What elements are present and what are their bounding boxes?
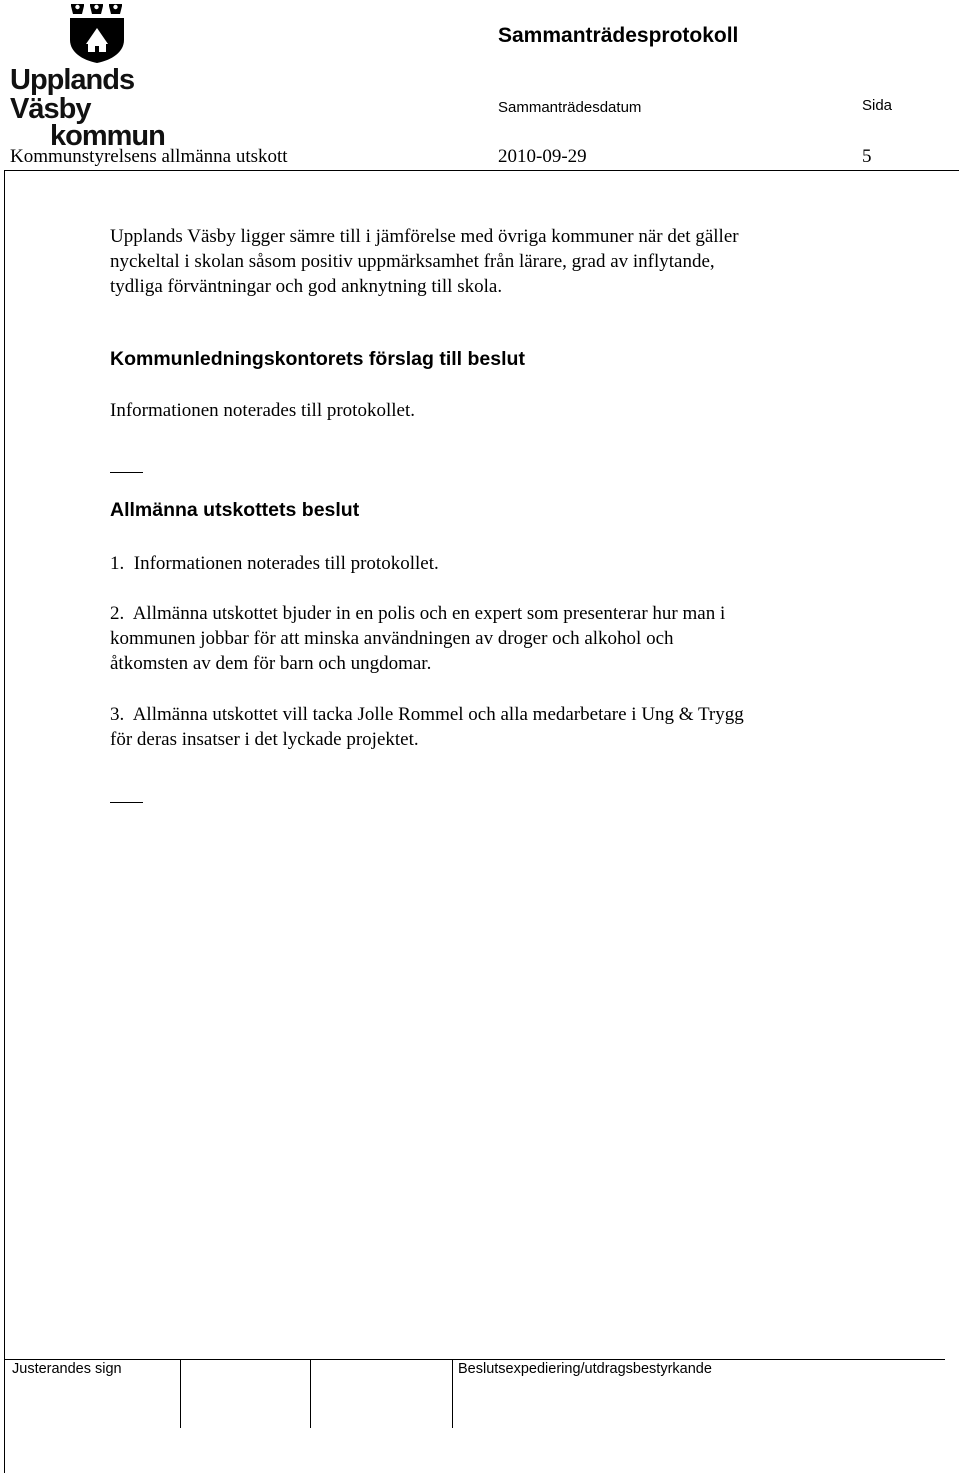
justerandes-sign-label: Justerandes sign <box>12 1361 122 1377</box>
page-label: Sida <box>862 97 893 114</box>
logo-kommun: kommun <box>50 120 165 152</box>
logo-wordmark <box>10 66 190 151</box>
separator-line <box>110 802 143 803</box>
footer-rule <box>4 1359 945 1360</box>
logo-name: Upplands Väsby <box>10 64 135 125</box>
proposal-text: Informationen noterades till protokollet. <box>110 400 415 421</box>
intro-line: tydliga förväntningar och god anknytning till skola. <box>110 276 503 297</box>
meeting-date-label: Sammanträdesdatum <box>498 99 642 116</box>
decision-line: 2. Allmänna utskottet bjuder in en polis och en expert som presenterar hur man i <box>110 603 726 624</box>
decision-item-2 <box>110 601 725 676</box>
intro-line: nyckeltal i skolan såsom positiv uppmärksamhet från lärare, grad av inflytande, <box>110 251 715 272</box>
decision-item-1 <box>110 551 439 576</box>
decision-heading: Allmänna utskottets beslut <box>110 499 360 521</box>
decision-line: 3. Allmänna utskottet vill tacka Jolle Rommel och alla medarbetare i Ung & Trygg <box>110 704 744 725</box>
intro-paragraph <box>110 224 739 299</box>
decision-line: kommunen jobbar för att minska användningen av droger och alkohol och <box>110 628 674 649</box>
decision-line: åtkomsten av dem för barn och ungdomar. <box>110 653 432 674</box>
beslutsexpediering-label: Beslutsexpediering/utdragsbestyrkande <box>458 1361 712 1377</box>
separator-line <box>110 472 143 473</box>
signature-box-divider <box>310 1360 311 1428</box>
proposal-heading: Kommunledningskontorets förslag till beslut <box>110 348 525 370</box>
committee-name: Kommunstyrelsens allmänna utskott <box>10 146 288 167</box>
page-number: 5 <box>862 146 872 167</box>
decision-line: för deras insatser i det lyckade projektet. <box>110 729 419 750</box>
municipality-crest-icon <box>68 2 126 64</box>
signature-box-divider <box>452 1360 453 1428</box>
decision-line: 1. Informationen noterades till protokollet. <box>110 553 439 574</box>
intro-line: Upplands Väsby ligger sämre till i jämförelse med övriga kommuner när det gäller <box>110 226 739 247</box>
signature-box-divider <box>180 1360 181 1428</box>
document-type: Sammanträdesprotokoll <box>498 24 739 47</box>
decision-item-3 <box>110 702 744 752</box>
meeting-date: 2010-09-29 <box>498 146 587 167</box>
